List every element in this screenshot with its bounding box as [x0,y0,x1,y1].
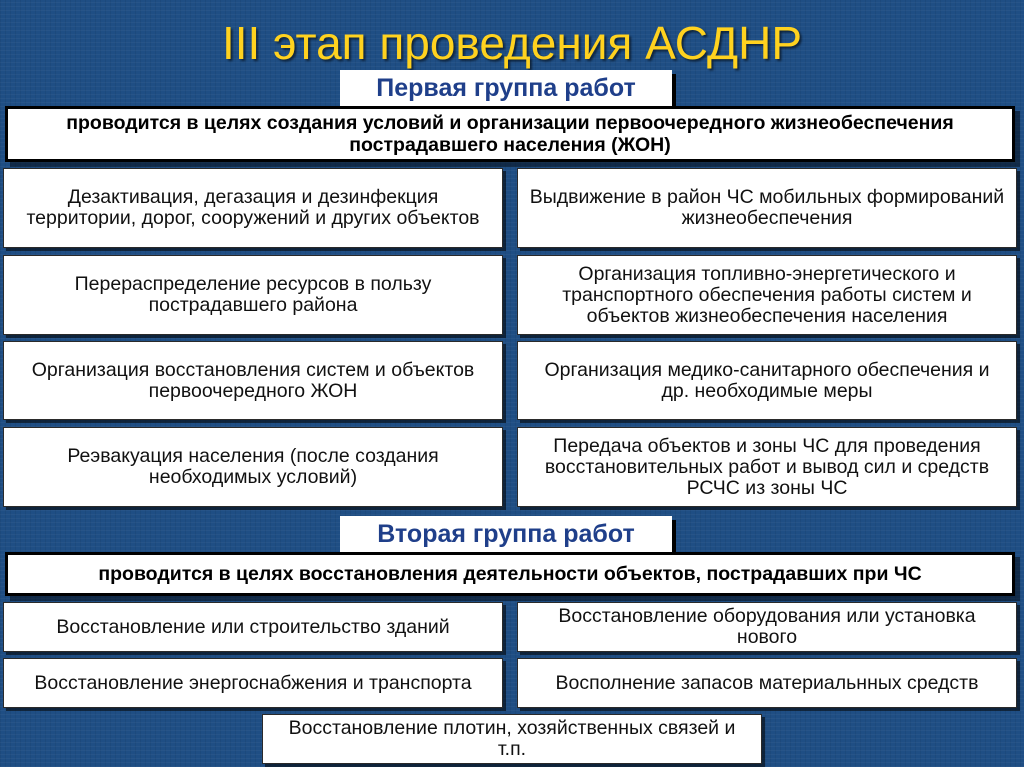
group1-item-1 [3,168,503,248]
group1-item-3-text: Перераспределение ресурсов в пользу пострадавшего района [74,273,432,316]
group1-item-3 [3,255,503,335]
group1-item-6 [517,341,1017,420]
group1-item-8 [517,427,1017,507]
group2-item-4 [517,658,1017,708]
group1-item-5-text: Организация восстановления систем и объектов первоочередного ЖОН [31,358,475,402]
group1-item-7 [3,427,503,507]
group1-item-1-text: Дезактивация, дегазация и дезинфекция территории, дорог, сооружений и других объектов [26,186,480,229]
group2-purpose-text: проводится в целях восстановления деятельности объектов, пострадавших при ЧС [98,563,922,585]
group2-item-2-text: Восстановление оборудования или установка нового [558,605,976,648]
group2-item-3-text: Восстановление энергоснабжения и транспорта [34,671,472,694]
group2-label-text: Вторая группа работ [377,519,635,548]
group2-item-3 [3,658,503,708]
group1-item-5 [3,341,503,420]
group2-item-5 [262,714,762,764]
group1-item-2-text: Выдвижение в район ЧС мобильных формирований жизнеобеспечения [529,186,1005,229]
group1-purpose [5,106,1015,162]
group2-label [340,516,672,552]
group1-item-6-text: Организация медико-санитарного обеспечения и др. необходимые меры [544,358,990,402]
group1-label-text: Первая группа работ [376,73,636,102]
group1-item-4-text: Организация топливно-энергетического и транспортного обеспечения работы систем и объектов жизнеобеспечения населения [562,262,972,327]
group1-item-2 [517,168,1017,248]
group2-item-5-text: Восстановление плотин, хозяйственных связей и т.п. [288,717,736,760]
group2-purpose [5,552,1015,596]
page-title: III этап проведения АСДНР [221,17,803,69]
group2-item-1 [3,602,503,652]
group2-item-1-text: Восстановление или строительство зданий [56,615,450,638]
group1-item-4 [517,255,1017,335]
group1-item-7-text: Реэвакуация населения (после создания необходимых условий) [67,445,439,488]
group1-item-8-text: Передача объектов и зоны ЧС для проведения восстановительных работ и вывод сил и средств РСЧС из зоны ЧС [544,434,990,499]
group1-label [340,70,672,106]
group2-item-4-text: Восполнение запасов материальнных средств [555,671,979,694]
group1-purpose-text: проводится в целях создания условий и организации первоочередного жизнеобеспечения пострадавшего населения (ЖОН) [66,112,954,156]
group2-item-2 [517,602,1017,652]
